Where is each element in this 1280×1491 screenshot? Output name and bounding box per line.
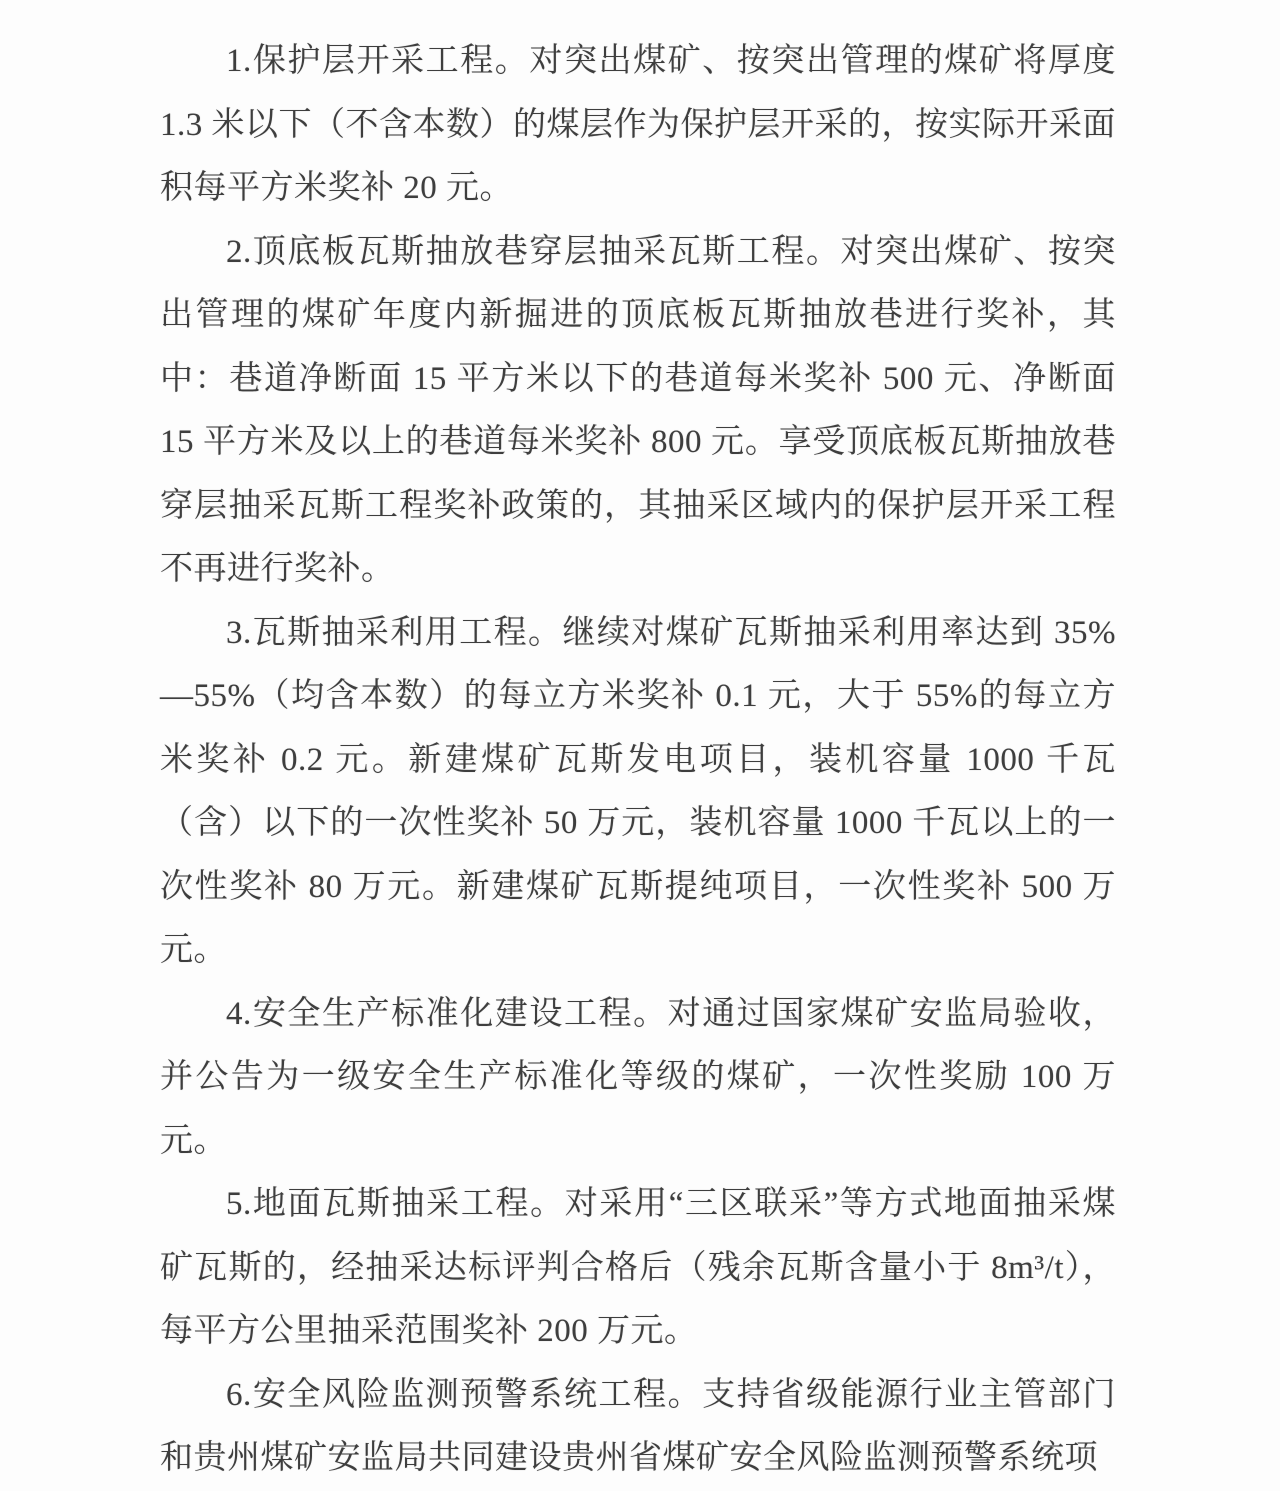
paragraph-5-surface-gas-extraction: 5.地面瓦斯抽采工程。对采用“三区联采”等方式地面抽采煤矿瓦斯的，经抽采达标评判合格后（残余瓦斯含量小于 8m³/t），每平方公里抽采范围奖补 200 万元。 [160,1186,1116,1349]
paragraph-3-gas-extraction-utilization: 3.瓦斯抽采利用工程。继续对煤矿瓦斯抽采利用率达到 35%—55%（均含本数）的每立方米奖补 0.1 元，大于 55%的每立方米奖补 0.2 元。新建煤矿瓦斯发电项目，装机容量 1000 千瓦（含）以下的一次性奖补 50 万元，装机容量 1000 千瓦以上的一次性奖补 80 万元。新建煤矿瓦斯提纯项目，一次性奖补 500 万元。 [160,614,1116,968]
paragraph-2-gas-drainage-roadway: 2.顶底板瓦斯抽放巷穿层抽采瓦斯工程。对突出煤矿、按突出管理的煤矿年度内新掘进的顶底板瓦斯抽放巷进行奖补，其中：巷道净断面 15 平方米以下的巷道每米奖补 500 元、净断面 15 平方米及以上的巷道每米奖补 800 元。享受顶底板瓦斯抽放巷穿层抽采瓦斯工程奖补政策的，其抽采区域内的保护层开采工程不再进行奖补。 [160,233,1116,587]
document-body [160,30,1116,1491]
paragraph-4-safety-standardization: 4.安全生产标准化建设工程。对通过国家煤矿安监局验收，并公告为一级安全生产标准化等级的煤矿，一次性奖励 100 万元。 [160,995,1116,1159]
paragraph-1-protective-layer-mining: 1.保护层开采工程。对突出煤矿、按突出管理的煤矿将厚度 1.3 米以下（不含本数）的煤层作为保护层开采的，按实际开采面积每平方米奖补 20 元。 [160,43,1116,206]
paragraph-6-safety-risk-monitoring-system: 6.安全风险监测预警系统工程。支持省级能源行业主管部门和贵州煤矿安监局共同建设贵州省煤矿安全风险监测预警系统项 [160,1376,1116,1476]
